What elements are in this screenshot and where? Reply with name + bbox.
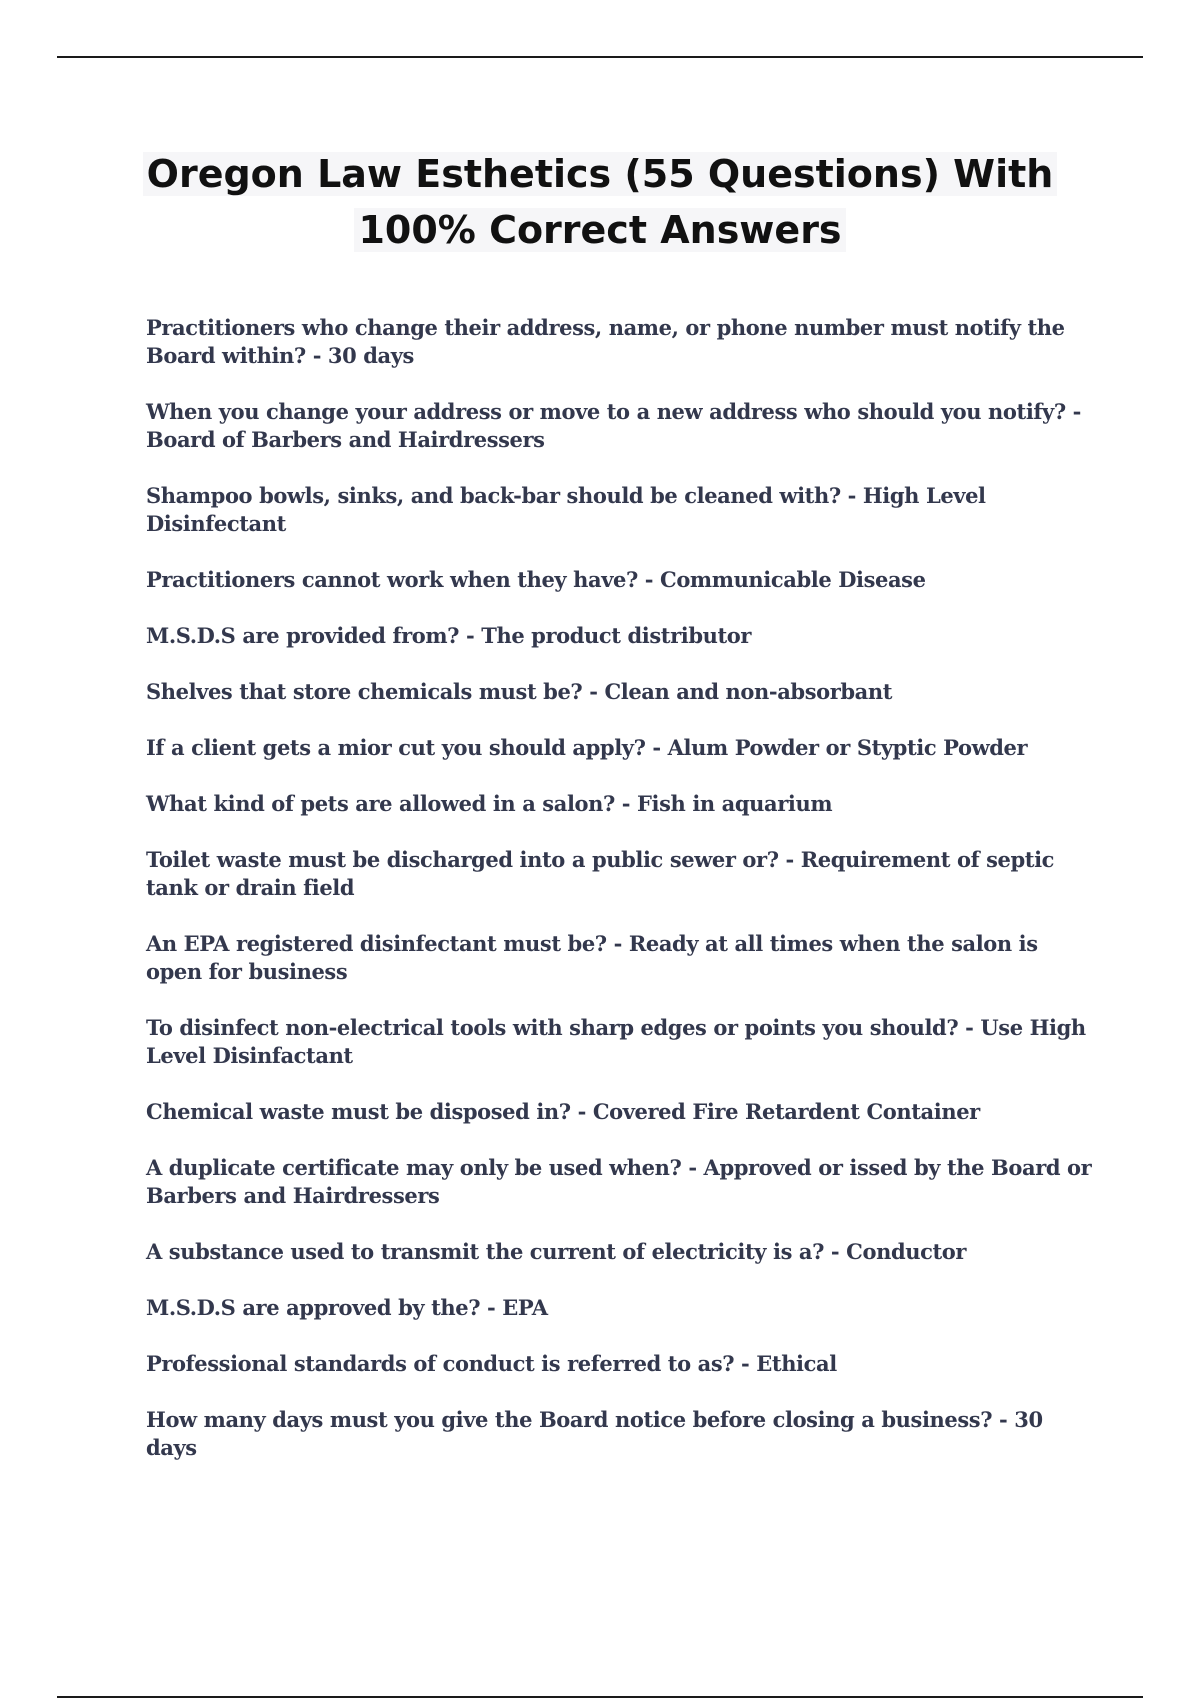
qa-item: Practitioners cannot work when they have? - Communicable Disease [146,567,926,592]
title-line-1: Oregon Law Esthetics (55 Questions) With [143,152,1058,196]
qa-item: Shelves that store chemicals must be? - Clean and non-absorbant [146,679,893,704]
qa-item: Practitioners who change their address, name, or phone number must notify the Board within? - 30 days [146,315,1065,368]
qa-item: If a client gets a mior cut you should apply? - Alum Powder or Styptic Powder [146,735,1028,760]
top-rule [57,56,1143,58]
question-answer-list [146,314,1096,1490]
qa-item: An EPA registered disinfectant must be? - Ready at all times when the salon is open for business [146,931,1038,984]
qa-item: Shampoo bowls, sinks, and back-bar should be cleaned with? - High Level Disinfectant [146,483,986,536]
qa-item: M.S.D.S are approved by the? - EPA [146,1295,548,1320]
qa-item: What kind of pets are allowed in a salon? - Fish in aquarium [146,791,833,816]
qa-item: A duplicate certificate may only be used when? - Approved or issed by the Board or Barbers and Hairdressers [146,1155,1092,1208]
qa-item: When you change your address or move to a new address who should you notify? - Board of Barbers and Hairdressers [146,399,1081,452]
qa-item: A substance used to transmit the current of electricity is a? - Conductor [146,1239,967,1264]
title-line-2: 100% Correct Answers [354,208,845,252]
qa-item: M.S.D.S are provided from? - The product distributor [146,623,752,648]
qa-item: To disinfect non-electrical tools with sharp edges or points you should? - Use High Level Disinfactant [146,1015,1086,1068]
document-title [100,146,1100,258]
qa-item: How many days must you give the Board notice before closing a business? - 30 days [146,1407,1043,1460]
qa-item: Professional standards of conduct is referred to as? - Ethical [146,1351,837,1376]
qa-item: Toilet waste must be discharged into a public sewer or? - Requirement of septic tank or drain field [146,847,1055,900]
bottom-rule [57,1696,1143,1698]
qa-item: Chemical waste must be disposed in? - Covered Fire Retardent Container [146,1099,980,1124]
